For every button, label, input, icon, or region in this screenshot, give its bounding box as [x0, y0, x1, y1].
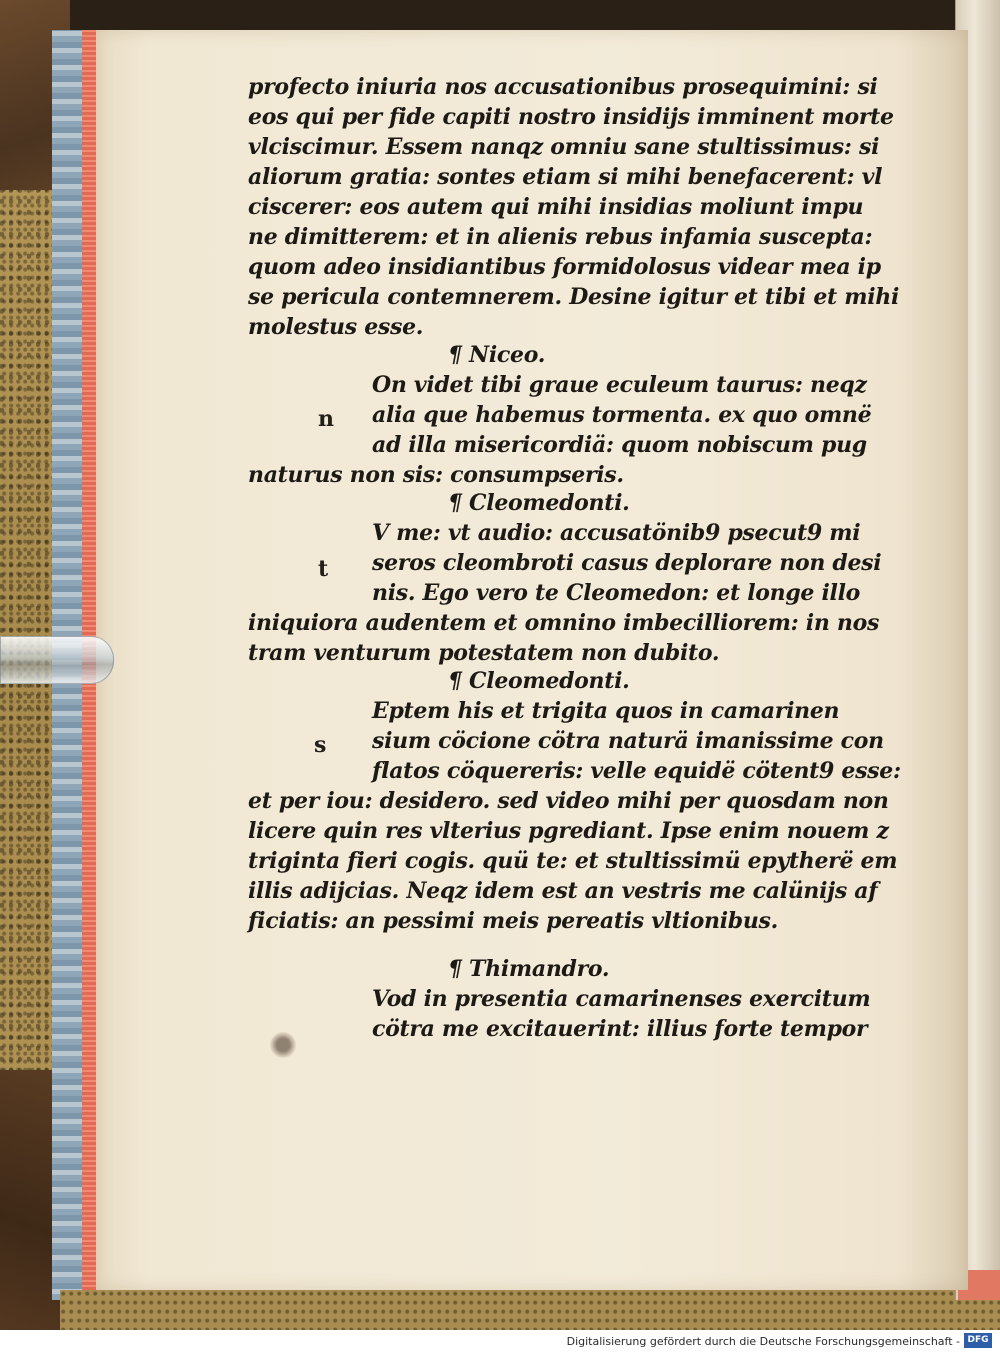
text-line: licere quin res vlterius pgrediant. Ipse enim nouem z: [248, 818, 889, 844]
text-line: illis adijcias. Neqz idem est an vestris me calünijs af: [248, 878, 878, 904]
text-line: ne dimitterem: et in alienis rebus infamia suscepta:: [248, 224, 873, 250]
text-line: nis. Ego vero te Cleomedon: et longe illo: [372, 580, 861, 606]
text-line: ficiatis: an pessimi meis pereatis vltionibus.: [248, 908, 779, 934]
text-line: alia que habemus tormenta. ex quo omnë: [372, 402, 872, 428]
section-heading: ¶ Niceo.: [448, 342, 546, 368]
text-line: naturus non sis: consumpseris.: [248, 462, 624, 488]
text-line: sium cöcione cötra naturä imanissime con: [372, 728, 884, 754]
text-line: se pericula contemnerem. Desine igitur et tibi et mihi: [248, 284, 900, 310]
text-line: V me: vt audio: accusatönib9 psecut9 mi: [372, 520, 861, 546]
text-line: eos qui per fide capiti nostro insidijs imminent morte: [248, 104, 894, 130]
guide-letter: t: [318, 556, 328, 582]
section-heading: ¶ Cleomedonti.: [448, 490, 630, 516]
book-cover-bottom: [60, 1290, 1000, 1330]
text-line: iniquiora audentem et omnino imbecilliorem: in nos: [248, 610, 880, 636]
page-clip: [0, 636, 114, 684]
text-line: et per iou: desidero. sed video mihi per quosdam non: [248, 788, 889, 814]
text-line: cötra me excitauerint: illius forte tempor: [372, 1016, 868, 1042]
guide-letter: s: [314, 732, 327, 758]
guide-letter: n: [318, 406, 334, 432]
funding-credit: Digitalisierung gefördert durch die Deutsche Forschungsgemeinschaft -: [566, 1335, 960, 1348]
text-line: molestus esse.: [248, 314, 424, 340]
text-line: triginta fieri cogis. quü te: et stultissimü epytherë em: [248, 848, 898, 874]
text-line: profecto iniuria nos accusationibus prosequimini: si: [248, 74, 878, 100]
text-line: Eptem his et trigita quos in camarinen: [372, 698, 840, 724]
section-heading: ¶ Cleomedonti.: [448, 668, 630, 694]
text-line: aliorum gratia: sontes etiam si mihi benefacerent: vl: [248, 164, 883, 190]
text-line: tram venturum potestatem non dubito.: [248, 640, 720, 666]
section-heading: ¶ Thimandro.: [448, 956, 610, 982]
text-line: Vod in presentia camarinenses exercitum: [372, 986, 871, 1012]
text-line: ciscerer: eos autem qui mihi insidias moliunt impu: [248, 194, 864, 220]
text-line: ad illa misericordiä: quom nobiscum pug: [372, 432, 867, 458]
dfg-logo: DFG: [964, 1333, 992, 1348]
text-line: seros cleombroti casus deplorare non desi: [372, 550, 882, 576]
text-line: quom adeo insidiantibus formidolosus videar mea ip: [248, 254, 881, 280]
ink-stain: [270, 1032, 296, 1058]
text-line: vlciscimur. Essem nanqz omniu sane stultissimus: si: [248, 134, 880, 160]
text-line: On videt tibi graue eculeum taurus: neqz: [372, 372, 867, 398]
text-line: flatos cöquereris: velle equidë cötent9 esse:: [372, 758, 901, 784]
footer-bar: [0, 1330, 1000, 1353]
